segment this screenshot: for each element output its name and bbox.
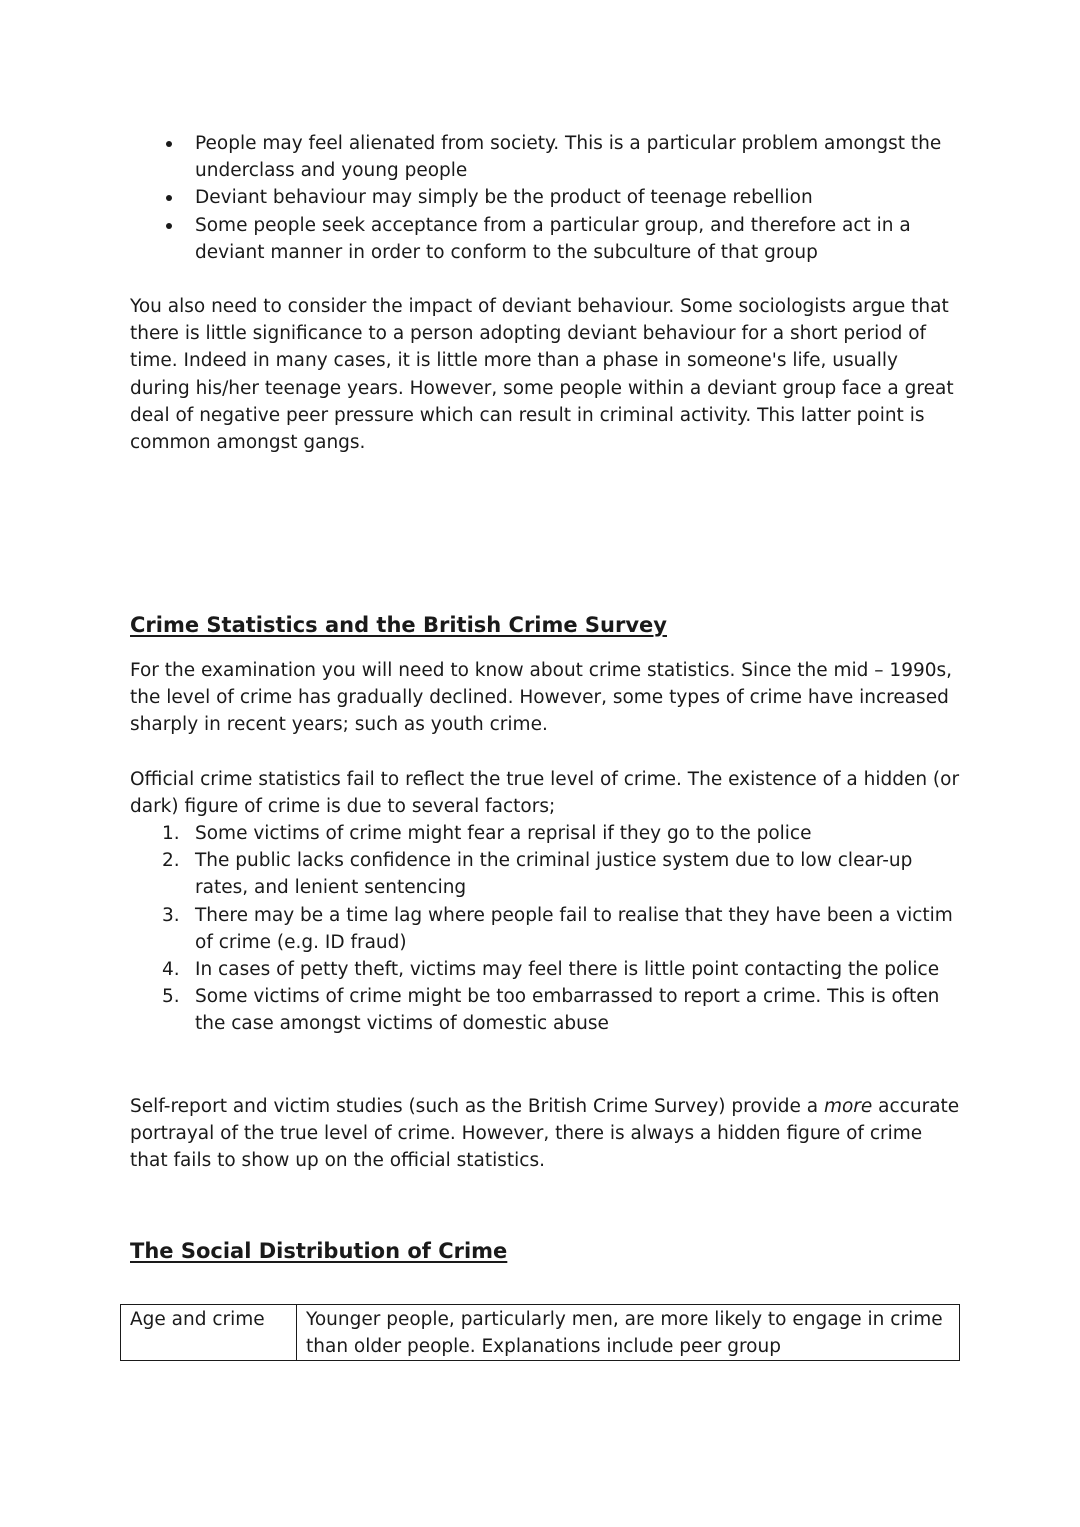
deviance-reasons-list	[130, 130, 970, 266]
impact-paragraph: You also need to consider the impact of deviant behaviour. Some sociologists argue that there is little significance to a person adopting deviant behaviour for a short period of time. Indeed in many cases, it is little more than a phase in someone's life, usually during his/her teenage years. However, some people within a deviant group face a great deal of negative peer pressure which can result in criminal activity. This latter point is common amongst gangs.	[130, 296, 954, 454]
list-item: Some people seek acceptance from a particular group, and therefore act in a deviant manner in order to conform to the subculture of that group	[130, 212, 970, 266]
emphasis-more: more	[823, 1096, 873, 1117]
self-report-paragraph: Self-report and victim studies (such as the British Crime Survey) provide a more accurate portrayal of the true level of crime. However, there is always a hidden figure of crime that fails to show up on the official statistics.	[130, 1096, 960, 1172]
list-item: 1. Some victims of crime might fear a reprisal if they go to the police	[162, 823, 812, 844]
hidden-figure-factors-list	[130, 820, 960, 1038]
list-item: People may feel alienated from society. This is a particular problem amongst the underclass and young people	[130, 130, 970, 184]
bullet-icon	[166, 141, 172, 147]
section-heading-crime-statistics: Crime Statistics and the British Crime Survey	[130, 613, 667, 637]
list-item: 4. In cases of petty theft, victims may feel there is little point contacting the police	[162, 959, 940, 981]
social-distribution-table	[120, 1304, 960, 1361]
list-item: 2. The public lacks confidence in the criminal justice system due to low clear-up rates, and lenient sentencing	[162, 850, 913, 899]
list-item: 5. Some victims of crime might be too embarrassed to report a crime. This is often the case amongst victims of domestic abuse	[162, 986, 940, 1035]
official-statistics-paragraph: Official crime statistics fail to reflect the true level of crime. The existence of a hidden (or dark) figure of crime is due to several factors;	[130, 769, 960, 818]
table-cell-text: Younger people, particularly men, are more likely to engage in crime than older people. Explanations include peer group	[297, 1305, 960, 1361]
self-report-block	[130, 1093, 960, 1175]
table-row	[121, 1305, 960, 1361]
list-item: 3. There may be a time lag where people fail to realise that they have been a victim of crime (e.g. ID fraud)	[162, 904, 953, 953]
official-statistics-block	[130, 766, 960, 820]
list-item: Deviant behaviour may simply be the product of teenage rebellion	[130, 184, 970, 211]
table-cell-label: Age and crime	[121, 1305, 297, 1361]
crime-statistics-intro-block	[130, 657, 960, 739]
bullet-icon	[166, 223, 172, 229]
section-heading-social-distribution: The Social Distribution of Crime	[130, 1239, 508, 1263]
impact-paragraph-block	[130, 293, 960, 456]
crime-statistics-intro: For the examination you will need to know about crime statistics. Since the mid – 1990s, the level of crime has gradually declined. However, some types of crime have increased sharply in recent years; such as youth crime.	[130, 660, 953, 736]
bullet-icon	[166, 195, 172, 201]
